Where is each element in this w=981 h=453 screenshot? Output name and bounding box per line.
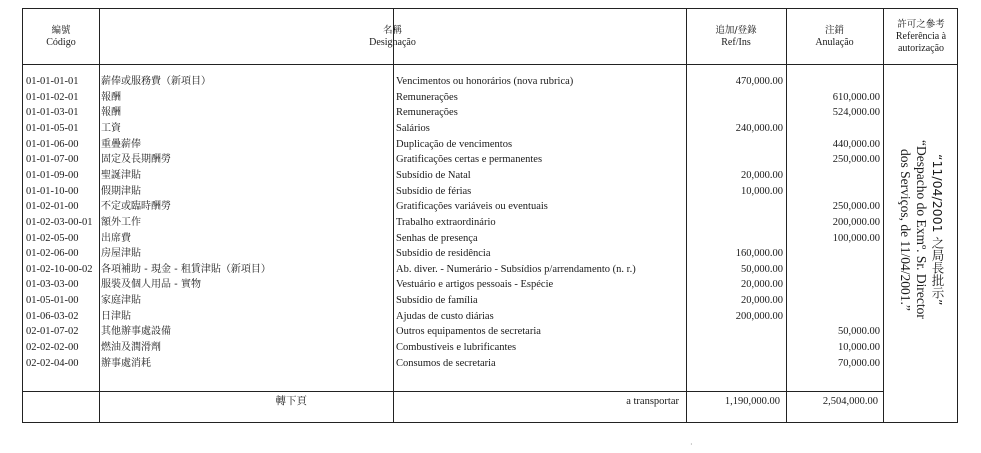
row-name-zh: 辦事處消耗 (101, 357, 151, 369)
row-ref-ins: 20,000.00 (741, 295, 783, 307)
row-name-pt: Ab. diver. - Numerário - Subsídios p/arrendamento (n. r.) (396, 263, 636, 275)
row-name-zh: 固定及長期酬勞 (101, 154, 171, 166)
row-name-zh: 工資 (101, 122, 121, 134)
row-code: 01-01-09-00 (26, 169, 79, 181)
row-ref-ins: 20,000.00 (741, 279, 783, 291)
row-name-pt: Remunerações (396, 107, 458, 119)
header-ref-ins (686, 9, 786, 64)
row-anulacao: 200,000.00 (832, 216, 880, 228)
row-name-pt: Vencimentos ou honorários (nova rubrica) (396, 76, 574, 87)
row-code: 01-02-01-00 (26, 201, 79, 213)
table-row (23, 215, 883, 231)
row-code: 01-01-01-01 (26, 76, 79, 87)
total-anulacao: 2,504,000.00 (822, 396, 878, 407)
row-name-zh: 家庭津貼 (101, 295, 141, 307)
table-row (23, 293, 883, 309)
scan-speck: · (690, 440, 693, 449)
row-name-pt: Consumos de secretaria (396, 357, 496, 369)
row-code: 01-01-06-00 (26, 138, 79, 150)
row-name-pt: Ajudas de custo diárias (396, 310, 494, 322)
header-del-pt: Anulação (815, 36, 854, 48)
table-row (23, 199, 883, 215)
row-ref-ins: 200,000.00 (735, 310, 783, 322)
row-name-pt: Remunerações (396, 91, 458, 103)
row-anulacao: 70,000.00 (838, 357, 880, 369)
row-name-pt: Salários (396, 122, 430, 134)
row-name-pt: Vestuário e artigos pessoais - Espécie (396, 279, 554, 291)
row-name-zh: 報酬 (101, 91, 121, 103)
table-row (23, 356, 883, 372)
carry-forward-row (23, 392, 883, 412)
row-name-pt: Subsídio de férias (396, 185, 472, 197)
row-code: 01-02-05-00 (26, 232, 79, 244)
row-name-pt: Combustíveis e lubrificantes (396, 342, 517, 354)
row-code: 01-02-06-00 (26, 248, 79, 260)
row-ref-ins: 50,000.00 (741, 263, 783, 275)
table-row (23, 152, 883, 168)
row-anulacao: 250,000.00 (832, 154, 880, 166)
row-name-zh: 報酬 (101, 107, 121, 119)
row-anulacao: 100,000.00 (832, 232, 880, 244)
carry-forward-pt: a transportar (626, 396, 679, 407)
row-code: 02-02-04-00 (26, 357, 79, 369)
reference-line-3: dos Serviços, de 11/04/2001.” (898, 148, 913, 311)
row-code: 02-01-07-02 (26, 326, 79, 338)
table-row (23, 324, 883, 340)
table-row (23, 168, 883, 184)
carry-forward-zh: 轉下頁 (275, 396, 307, 407)
row-anulacao: 250,000.00 (832, 201, 880, 213)
row-name-zh: 日津貼 (101, 310, 131, 322)
row-ref-ins: 240,000.00 (735, 122, 783, 134)
table-row (23, 121, 883, 137)
row-name-pt: Subsídio de família (396, 295, 478, 307)
header-add-pt: Ref/Ins (721, 36, 751, 48)
row-code: 01-01-05-01 (26, 122, 79, 134)
header-name-pt: Designação (369, 36, 416, 48)
row-anulacao: 10,000.00 (838, 342, 880, 354)
header-name-zh: 名稱 (382, 24, 402, 36)
row-name-pt: Senhas de presença (396, 232, 478, 244)
row-ref-ins: 160,000.00 (735, 248, 783, 260)
row-name-zh: 不定或臨時酬勞 (101, 201, 171, 213)
header-ref-zh: 許可之參考 (897, 18, 945, 30)
row-name-pt: Duplicação de vencimentos (396, 138, 513, 150)
row-code: 01-02-03-00-01 (26, 216, 93, 228)
table-row (23, 184, 883, 200)
row-anulacao: 440,000.00 (832, 138, 880, 150)
row-code: 01-06-03-02 (26, 310, 79, 322)
budget-table (22, 8, 958, 423)
row-name-pt: Gratificações certas e permanentes (396, 154, 543, 166)
row-name-zh: 薪俸或服務費（新項目） (101, 76, 211, 87)
table-row (23, 340, 883, 356)
row-code: 01-02-10-00-02 (26, 263, 93, 275)
row-code: 01-01-10-00 (26, 185, 79, 197)
reference-line-2: “Despacho do Exmº. Sr. Director (914, 140, 929, 319)
row-anulacao: 610,000.00 (832, 91, 880, 103)
row-code: 01-05-01-00 (26, 295, 79, 307)
table-row (23, 90, 883, 106)
table-row (23, 137, 883, 153)
table-row (23, 309, 883, 325)
reference-line-1: “11/04/2001 之局長批示” (930, 153, 945, 306)
table-row (23, 105, 883, 121)
row-name-zh: 假期津貼 (101, 185, 141, 197)
header-code-zh: 編號 (51, 24, 71, 36)
row-name-zh: 房屋津貼 (101, 248, 141, 260)
row-ref-ins: 20,000.00 (741, 169, 783, 181)
row-name-pt: Gratificações variáveis ou eventuais (396, 201, 548, 213)
header-reference (883, 9, 959, 64)
header-anulacao (786, 9, 883, 64)
row-code: 01-01-02-01 (26, 91, 79, 103)
header-ref-pt2: autorização (897, 42, 945, 54)
row-name-zh: 出席費 (101, 232, 131, 244)
table-row (23, 277, 883, 293)
row-name-pt: Subsídio de Natal (396, 169, 471, 181)
header-code-pt: Código (46, 36, 76, 48)
header-divider (23, 64, 957, 65)
row-name-zh: 各項補助 - 現金 - 租賃津貼（新項目） (101, 263, 271, 275)
table-row (23, 231, 883, 247)
header-ref-pt1: Referência à (895, 30, 947, 42)
row-name-pt: Subsídio de residência (396, 248, 491, 260)
header-designation (99, 9, 686, 64)
row-anulacao: 524,000.00 (832, 107, 880, 119)
row-anulacao: 50,000.00 (838, 326, 880, 338)
authorization-reference (883, 67, 959, 392)
table-row (23, 74, 883, 90)
row-code: 02-02-02-00 (26, 342, 79, 354)
header-code (23, 9, 99, 64)
row-ref-ins: 10,000.00 (741, 185, 783, 197)
row-name-zh: 燃油及潤滑劑 (101, 342, 161, 354)
table-row (23, 262, 883, 278)
row-name-zh: 服裝及個人用品 - 實物 (101, 279, 201, 291)
row-name-zh: 聖誕津貼 (101, 169, 141, 181)
row-ref-ins: 470,000.00 (735, 76, 783, 87)
row-name-pt: Trabalho extraordinário (396, 216, 496, 228)
row-code: 01-01-07-00 (26, 154, 79, 166)
row-name-zh: 重疊薪俸 (101, 138, 141, 150)
row-name-pt: Outros equipamentos de secretaria (396, 326, 541, 338)
row-name-zh: 額外工作 (101, 216, 141, 228)
total-ref-ins: 1,190,000.00 (724, 396, 780, 407)
row-code: 01-01-03-01 (26, 107, 79, 119)
row-name-zh: 其他辦事處設備 (101, 326, 171, 338)
header-del-zh: 注銷 (824, 24, 844, 36)
header-add-zh: 追加/登錄 (715, 24, 757, 36)
table-row (23, 246, 883, 262)
row-code: 01-03-03-00 (26, 279, 79, 291)
